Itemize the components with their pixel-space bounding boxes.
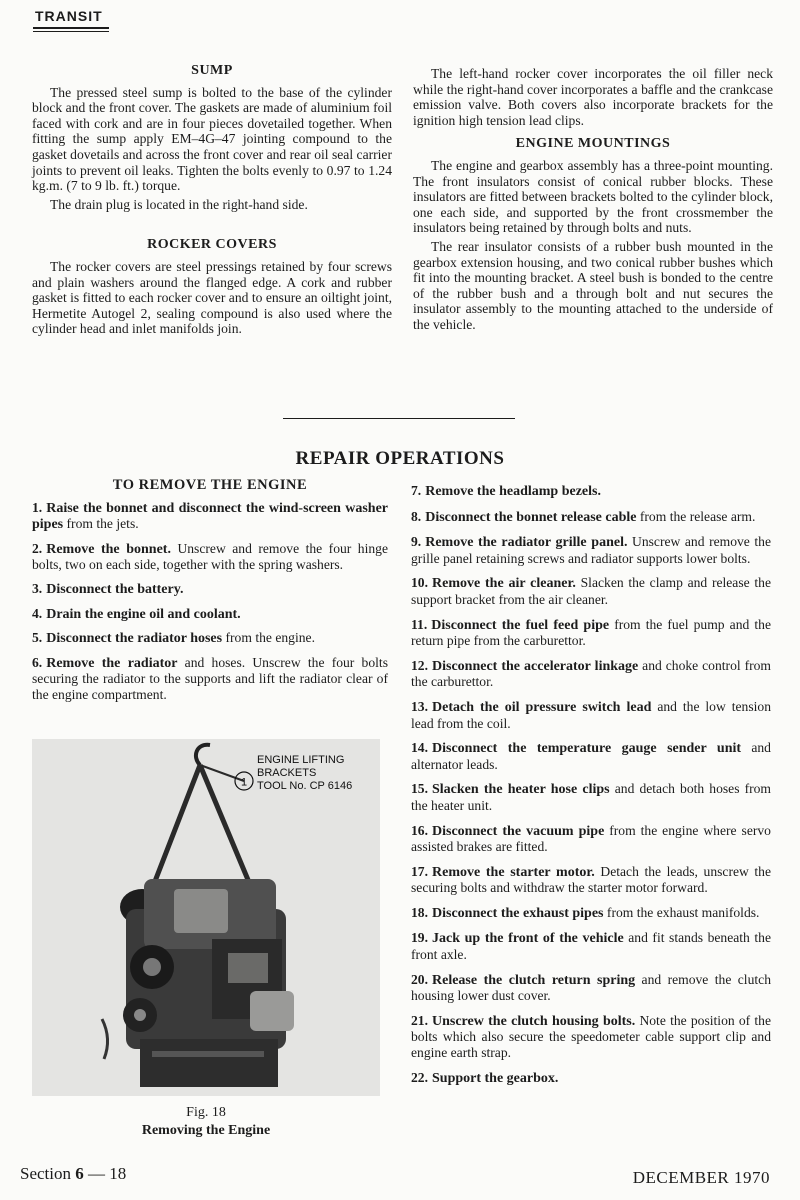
figure-number: Fig. 18 [186,1105,226,1120]
step-action: Release the clutch return spring [432,972,636,988]
step-item [411,699,771,731]
footer-section-label: Section [20,1164,71,1183]
step-detail: from the engine where servo assisted brakes are fitted. [411,822,771,855]
step-action: Disconnect the temperature gauge sender unit [432,741,742,757]
step-number: 3. [32,580,43,596]
step-item [32,541,388,573]
step-number: 9. [411,534,422,550]
header-rule [33,27,109,29]
callout-number: 1 [240,776,248,789]
step-item [411,930,771,962]
step-item [411,1013,771,1061]
step-action: Remove the radiator grille panel. [425,535,628,551]
step-number: 13. [411,698,428,714]
step-number: 18. [411,904,428,920]
engine-illustration [32,739,380,1096]
step-number: 10. [411,575,428,591]
step-detail: from the release arm. [636,508,756,524]
step-detail: and alternator leads. [411,740,771,772]
step-detail: Unscrew and remove the grille panel retaining screws and radiator supports lower bolts. [411,534,771,566]
step-detail: from the engine. [222,630,315,646]
step-detail: Detach the leads, unscrew the securing bolts and withdraw the starter motor forward. [411,863,772,896]
header-rule-thin [33,31,109,32]
step-item [411,1070,771,1087]
step-item [411,534,771,566]
spacer [32,215,392,237]
step-detail: from the fuel pump and the return pipe from the carburettor. [411,616,771,649]
steps-right-column [411,483,771,1095]
step-number: 5. [32,630,43,646]
step-action: Support the gearbox. [432,1070,559,1086]
header-title: TRANSIT [35,8,103,24]
section-divider [283,418,515,419]
step-detail: from the jets. [63,516,139,532]
engine-lifting-figure [32,739,380,1096]
callout-line-1: ENGINE LIFTING [257,754,345,766]
step-item [411,905,771,922]
step-item [411,617,771,649]
rocker-covers-continued: The left-hand rocker cover incorporates the oil filler neck while the right-hand cover incorporates a baffle and the crankcase emission valve. Both covers also incorporate brackets for the ignition high tension lead clips. [413,66,773,128]
column-top-right [413,66,773,336]
step-item [32,655,388,703]
step-number: 4. [32,605,43,621]
callout-line-2: BRACKETS [257,767,317,779]
step-item [32,581,388,598]
step-detail: Slacken the clamp and release the support bracket from the air cleaner. [411,575,771,607]
step-action: Disconnect the battery. [46,581,184,597]
step-item [411,575,771,607]
step-number: 7. [411,483,422,498]
step-action: Disconnect the accelerator linkage [432,658,639,674]
remove-engine-subtitle: TO REMOVE THE ENGINE [112,477,308,493]
step-item [32,500,388,533]
step-number: 16. [411,822,428,838]
step-number: 20. [411,971,428,987]
step-action: Disconnect the vacuum pipe [432,823,605,839]
step-action: Disconnect the fuel feed pipe [431,617,610,633]
step-item [32,630,388,647]
figure-caption [32,1104,380,1140]
callout-line-3: TOOL No. CP 6146 [257,780,353,792]
repair-operations-title: REPAIR OPERATIONS [295,448,505,469]
step-detail: and fit stands beneath the front axle. [411,930,772,963]
step-number: 21. [411,1012,428,1028]
step-number: 17. [411,863,428,879]
step-action: Raise the bonnet and disconnect the wind-screen washer pipes [32,500,388,533]
step-number: 8. [411,508,422,524]
step-action: Disconnect the bonnet release cable [425,509,637,525]
header [33,8,109,32]
step-item [411,483,771,500]
column-top-left [32,63,392,340]
step-item [411,740,771,772]
step-number: 1. [32,499,43,515]
step-item [411,658,771,690]
step-detail: and choke control from the carburettor. [411,657,772,690]
engine-mountings-paragraph: The engine and gearbox assembly has a three-point mounting. The front insulators consist of conical rubber blocks. These insulators are fitted between brackets bolted to the cylinder block, one each side, and supported by the front crossmember the insulators being retained by through bolts and nuts. [413,157,773,236]
step-detail: and hoses. Unscrew the four bolts securing the radiator to the supports and lift the radiator clear of the engine compartment. [32,654,388,702]
engine-mountings-paragraph: The rear insulator consists of a rubber bush mounted in the gearbox extension housing, and two conical rubber bushes which fit into the mounting bracket. A steel bush is bonded to the centre of the rubber bush and a through bolt and nut secures the insulator assembly to the mounting attached to the underside of the vehicle. [413,238,773,332]
step-action: Unscrew the clutch housing bolts. [432,1013,636,1029]
footer-section-number: 6 [75,1164,84,1183]
step-number: 12. [411,657,428,673]
engine-mountings-title: ENGINE MOUNTINGS [515,136,671,152]
step-detail: and the low tension lead from the coil. [411,698,771,731]
step-item [32,606,388,623]
step-number: 15. [411,781,428,797]
step-action: Remove the starter motor. [432,864,595,880]
step-detail: from the exhaust manifolds. [603,904,760,920]
step-action: Remove the bonnet. [46,541,171,557]
step-detail: and remove the clutch housing lower dust cover. [411,971,771,1004]
steps-left-column [32,478,388,711]
step-action: Remove the air cleaner. [432,576,576,592]
step-action: Remove the headlamp bezels. [425,484,601,499]
sump-paragraph: The drain plug is located in the right-hand side. [50,196,308,212]
step-number: 2. [32,540,43,556]
step-action: Jack up the front of the vehicle [432,931,624,947]
step-action: Detach the oil pressure switch lead [432,699,652,715]
rocker-covers-title: ROCKER COVERS [147,237,277,253]
step-item [411,864,771,896]
figure-title: Removing the Engine [141,1123,271,1138]
step-number: 22. [411,1069,428,1085]
rocker-covers-paragraph: The rocker covers are steel pressings retained by four screws and plain washers around the flanged edge. A cork and rubber gasket is fitted to each rocker cover and to ensure an oiltight joint, Hermetite Autogel 2, sealing compound is also used where the cylinder head and inlet manifolds join. [32,258,392,337]
step-detail: Unscrew and remove the four hinge bolts, two on each side, together with the spring washers. [32,540,388,573]
step-number: 19. [411,930,428,946]
sump-paragraph: The pressed steel sump is bolted to the base of the cylinder block and the front cover. The gaskets are made of aluminium foil faced with cork and are in four pieces dovetailed together. When fitting the sump apply EM–4G–47 jointing compound to the gasket dovetails and across the front cover and rear oil seal carrier joints to prevent oil leaks. Tighten the bolts evenly to 0.97 to 1.24 kg.m. (7 to 9 lb. ft.) torque. [32,84,392,194]
step-detail: and detach both hoses from the heater unit. [411,781,772,813]
step-action: Remove the radiator [46,655,178,671]
footer-date: DECEMBER 1970 [632,1168,770,1187]
footer-page-number: 18 [109,1164,127,1183]
step-item [411,823,771,855]
step-action: Drain the engine oil and coolant. [46,606,241,622]
step-action: Disconnect the exhaust pipes [432,905,604,921]
step-number: 6. [32,654,43,670]
step-number: 11. [411,616,428,632]
step-action: Disconnect the radiator hoses [46,631,223,647]
sump-title: SUMP [191,63,233,78]
step-action: Slacken the heater hose clips [432,782,610,798]
footer-separator: — [88,1164,105,1183]
step-item [411,781,771,813]
footer-section [20,1164,126,1184]
step-item [411,972,771,1004]
step-item [411,509,771,526]
step-number: 14. [411,740,428,756]
step-detail: Note the position of the bolts which also secure the speedometer cable support clip and engine earth strap. [411,1012,772,1061]
